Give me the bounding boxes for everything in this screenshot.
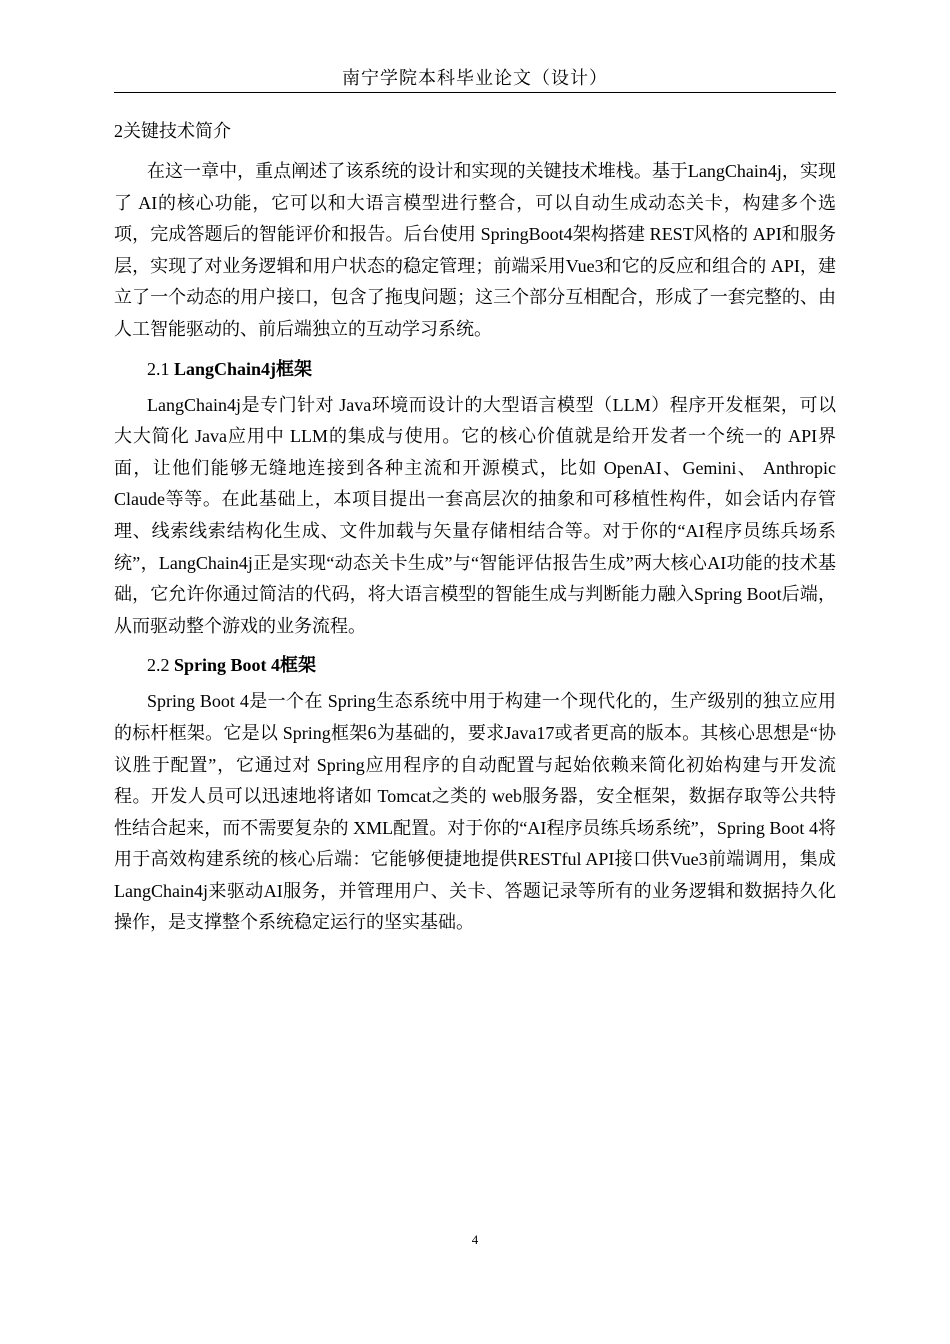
section-paragraph: LangChain4j是专门针对 Java环境而设计的大型语言模型（LLM）程序开发框架，可以大大简化 Java应用中 LLM的集成与使用。它的核心价值就是给开发者一个统一的 API界面，让他们能够无缝地连接到各种主流和开源模式，比如 OpenAI、Gemini、 Anthropic Claude等等。在此基础上，本项目提出一套高层次的抽象和可移植性构件，如会话内存管理、线索线索结构化生成、文件加载与矢量存储相结合等。对于你的“AI程序员练兵场系统”，LangChain4j正是实现“动态关卡生成”与“智能评估报告生成”两大核心AI功能的技术基础，它允许你通过简洁的代码，将大语言模型的智能生成与判断能力融入Spring Boot后端，从而驱动整个游戏的业务流程。	[114, 394, 836, 636]
header-divider	[114, 92, 836, 93]
section-title: Spring Boot 4框架	[174, 655, 317, 676]
page-number: 4	[471, 1232, 479, 1247]
section-number: 2.1	[147, 358, 170, 379]
running-header: 南宁学院本科毕业论文（设计）	[342, 68, 608, 88]
section-heading	[147, 652, 836, 678]
chapter-title: 2关键技术简介	[114, 121, 231, 141]
section-number: 2.2	[147, 655, 170, 676]
section-heading	[147, 356, 836, 382]
chapter-intro-paragraph: 在这一章中，重点阐述了该系统的设计和实现的关键技术堆栈。基于LangChain4j，实现了 AI的核心功能，它可以和大语言模型进行整合，可以自动生成动态关卡，构建多个选项，完成答题后的智能评价和报告。后台使用 SpringBoot4架构搭建 REST风格的 API和服务层，实现了对业务逻辑和用户状态的稳定管理；前端采用Vue3和它的反应和组合的 API，建立了一个动态的用户接口，包含了拖曳问题；这三个部分互相配合，形成了一套完整的、由人工智能驱动的、前后端独立的互动学习系统。	[114, 161, 836, 339]
section-title: LangChain4j框架	[174, 358, 313, 379]
page-content	[114, 118, 836, 949]
section-paragraph: Spring Boot 4是一个在 Spring生态系统中用于构建一个现代化的，生产级别的独立应用的标杆框架。它是以 Spring框架6为基础的，要求Java17或者更高的版本。其核心思想是“协议胜于配置”，它通过对 Spring应用程序的自动配置与起始依赖来简化初始构建与开发流程。开发人员可以迅速地将诸如 Tomcat之类的 web服务器，安全框架，数据存取等公共特性结合起来，而不需要复杂的 XML配置。对于你的“AI程序员练兵场系统”，Spring Boot 4将用于高效构建系统的核心后端：它能够便捷地提供RESTful API接口供Vue3前端调用，集成LangChain4j来驱动AI服务，并管理用户、关卡、答题记录等所有的业务逻辑和数据持久化操作，是支撑整个系统稳定运行的坚实基础。	[114, 691, 836, 933]
